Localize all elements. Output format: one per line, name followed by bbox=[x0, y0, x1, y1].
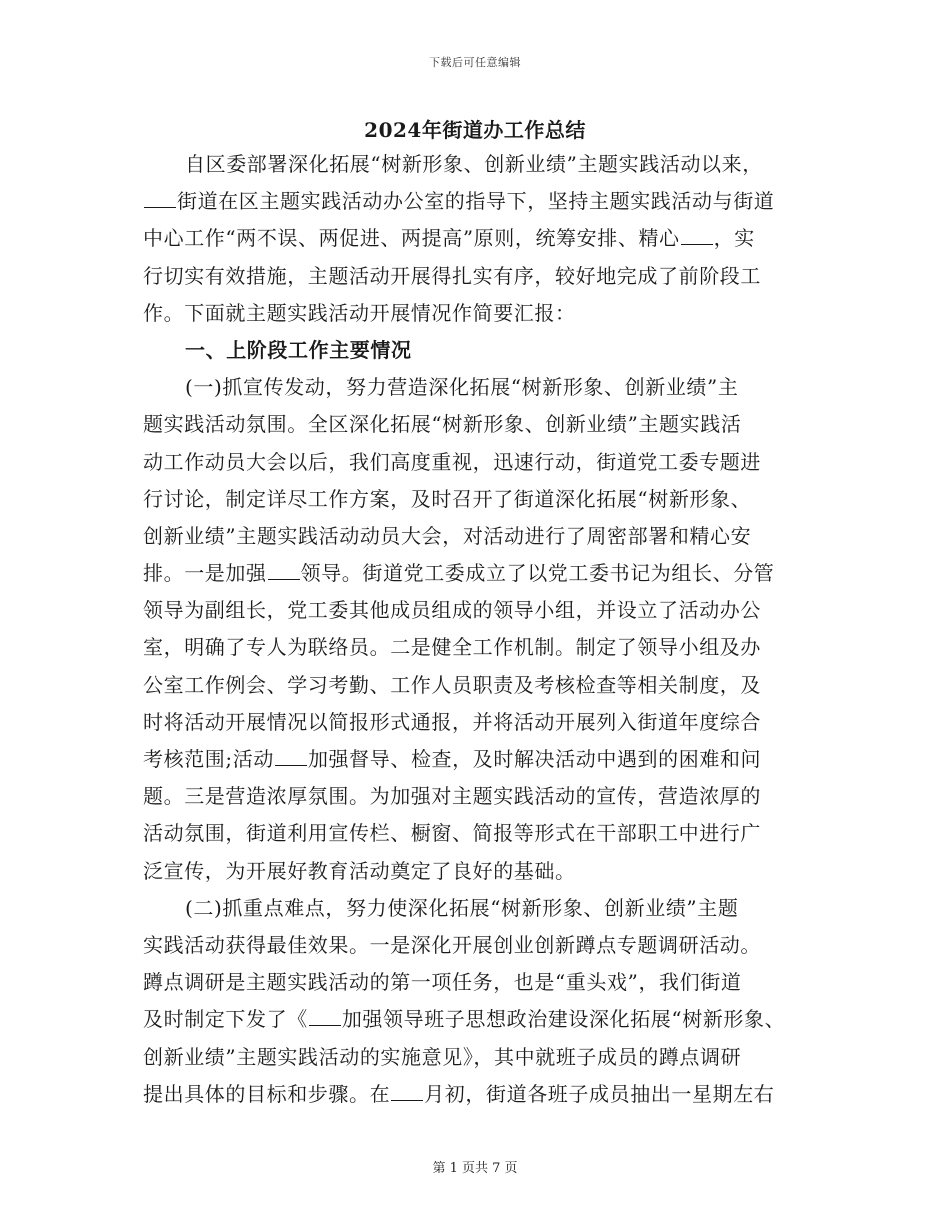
paragraph-line bbox=[143, 815, 809, 852]
header-note: 下载后可任意编辑 bbox=[429, 56, 521, 69]
text-segment: 活动氛围，街道利用宣传栏、橱窗、简报等形式在干部职工中进行广 bbox=[143, 821, 761, 846]
paragraph-line bbox=[143, 444, 809, 481]
paragraph-line bbox=[143, 220, 809, 257]
text-segment: 中心工作“两不误、两促进、两提高”原则，统筹安排、精心 bbox=[143, 226, 680, 251]
paragraph-line bbox=[143, 741, 809, 778]
text-segment: 室，明确了专人为联络员。二是健全工作机制。制定了领导小组及办 bbox=[143, 635, 761, 660]
section-heading bbox=[143, 332, 809, 369]
fill-in-blank bbox=[391, 1082, 423, 1101]
document-title: 2024年街道办工作总结 bbox=[364, 118, 586, 142]
paragraph-line bbox=[143, 295, 809, 332]
paragraph-line bbox=[143, 704, 809, 741]
paragraph-line bbox=[143, 518, 809, 555]
text-segment: 街道在区主题实践活动办公室的指导下，坚持主题实践活动与街道 bbox=[177, 189, 775, 214]
text-segment: 行切实有效措施，主题活动开展得扎实有序，较好地完成了前阶段工 bbox=[143, 263, 761, 288]
text-segment: 题实践活动氛围。全区深化拓展“树新形象、创新业绩”主题实践活 bbox=[143, 412, 742, 437]
text-segment: 公室工作例会、学习考勤、工作人员职责及考核检查等相关制度，及 bbox=[143, 672, 761, 697]
paragraph-line bbox=[143, 964, 809, 1001]
fill-in-blank bbox=[681, 226, 713, 245]
text-segment: 领导。街道党工委成立了以党工委书记为组长、分管 bbox=[300, 561, 775, 586]
paragraph-line bbox=[143, 1076, 809, 1113]
fill-in-blank bbox=[268, 561, 300, 580]
text-segment: 提出具体的目标和步骤。在 bbox=[143, 1081, 391, 1106]
text-segment: ，实 bbox=[713, 226, 755, 251]
paragraph-line bbox=[143, 890, 809, 927]
text-segment: 时将活动开展情况以简报形式通报，并将活动开展列入街道年度综合 bbox=[143, 709, 761, 734]
text-segment: (一)抓宣传发动，努力营造深化拓展“树新形象、创新业绩”主 bbox=[185, 375, 739, 400]
text-segment: 蹲点调研是主题实践活动的第一项任务，也是“重头戏”，我们街道 bbox=[143, 970, 742, 995]
paragraph-line bbox=[143, 555, 809, 592]
text-segment: 考核范围;活动 bbox=[143, 747, 274, 771]
text-segment: 加强督导、检查，及时解决活动中遇到的困难和问 bbox=[307, 747, 762, 771]
paragraph-line bbox=[143, 258, 809, 295]
paragraph-line bbox=[143, 406, 809, 443]
paragraph-line bbox=[143, 853, 809, 890]
text-segment: 作。下面就主题实践活动开展情况作简要汇报： bbox=[143, 300, 576, 325]
text-segment: 题。三是营造浓厚氛围。为加强对主题实践活动的宣传，营造浓厚的 bbox=[143, 784, 761, 809]
text-segment: 月初，街道各班子成员抽出一星期左右 bbox=[424, 1081, 775, 1106]
paragraph-line bbox=[143, 481, 809, 518]
text-segment: 泛宣传，为开展好教育活动奠定了良好的基础。 bbox=[143, 858, 576, 883]
document-body bbox=[143, 146, 809, 1113]
paragraph-line bbox=[143, 1001, 809, 1038]
text-segment: 自区委部署深化拓展“树新形象、创新业绩”主题实践活动以来， bbox=[185, 152, 763, 176]
fill-in-blank bbox=[275, 747, 307, 766]
paragraph-line bbox=[143, 1039, 809, 1076]
paragraph-line bbox=[143, 927, 809, 964]
paragraph-line bbox=[143, 667, 809, 704]
fill-in-blank bbox=[309, 1007, 341, 1026]
text-segment: 动工作动员大会以后，我们高度重视，迅速行动，街道党工委专题进 bbox=[143, 449, 761, 474]
text-segment: 领导为副组长，党工委其他成员组成的领导小组，并设立了活动办公 bbox=[143, 598, 761, 623]
text-segment: 一、上阶段工作主要情况 bbox=[185, 337, 412, 362]
text-segment: 排。一是加强 bbox=[143, 561, 267, 586]
text-segment: 实践活动获得最佳效果。一是深化开展创业创新蹲点专题调研活动。 bbox=[143, 932, 761, 957]
paragraph-line bbox=[143, 369, 809, 406]
paragraph-line bbox=[143, 146, 809, 183]
text-segment: 创新业绩”主题实践活动动员大会，对活动进行了周密部署和精心安 bbox=[143, 523, 752, 548]
text-segment: 行讨论，制定详尽工作方案，及时召开了街道深化拓展“树新形象、 bbox=[143, 486, 752, 511]
text-segment: 加强领导班子思想政治建设深化拓展“树新形象、 bbox=[341, 1007, 786, 1032]
paragraph-line bbox=[143, 778, 809, 815]
paragraph-line bbox=[143, 592, 809, 629]
page-footer: 第 1 页共 7 页 bbox=[432, 1161, 518, 1176]
text-segment: (二)抓重点难点，努力使深化拓展“树新形象、创新业绩”主题 bbox=[185, 895, 739, 920]
paragraph-line bbox=[143, 629, 809, 666]
text-segment: 创新业绩”主题实践活动的实施意见》，其中就班子成员的蹲点调研 bbox=[143, 1044, 742, 1069]
text-segment: 及时制定下发了《 bbox=[143, 1007, 308, 1032]
fill-in-blank bbox=[144, 189, 176, 208]
paragraph-line bbox=[143, 183, 809, 220]
